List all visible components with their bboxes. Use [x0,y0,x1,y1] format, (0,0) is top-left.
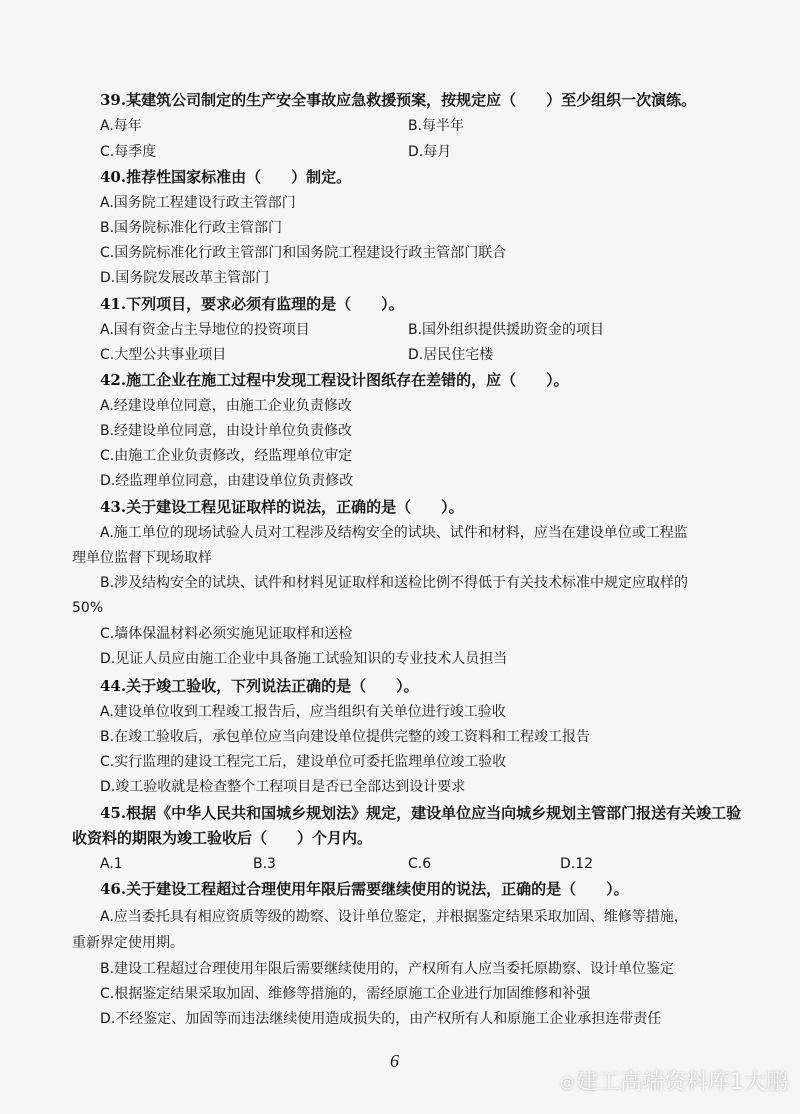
watermark-prefix: @ [560,1075,574,1091]
question-40-option-c: C.国务院标准化行政主管部门和国务院工程建设行政主管部门联合 [100,245,507,261]
question-46-option-d: D.不经鉴定、加固等而违法继续使用造成损失的，由产权所有人和原施工企业承担连带责任 [100,1011,662,1027]
question-43-option-b-line-1: B.涉及结构安全的试块、试件和材料见证取样和送检比例不得低于有关技术标准中规定应取样的 [100,575,689,591]
question-44: 44.关于竣工验收，下列说法正确的是（ ）。 [100,677,419,695]
question-42-option-d: D.经监理单位同意，由建设单位负责修改 [100,473,354,489]
question-42: 42.施工企业在施工过程中发现工程设计图纸存在差错的，应（ ）。 [100,371,569,389]
question-43-option-b-line-2: 50% [72,600,104,616]
question-42-option-a: A.经建设单位同意，由施工企业负责修改 [100,398,352,414]
watermark-text: 建工高端资料库1大鹏 [576,1070,788,1095]
question-41-option-d: D.居民住宅楼 [408,347,494,363]
question-46-option-a-line-1: A.应当委托具有相应资质等级的勘察、设计单位鉴定，并根据鉴定结果采取加固、维修等措施， [100,909,688,925]
question-45-line-2: 收资料的期限为竣工验收后（ ）个月内。 [72,829,373,847]
question-45-line-1: 45.根据《中华人民共和国城乡规划法》规定，建设单位应当向城乡规划主管部门报送有关竣工验 [100,804,742,822]
question-40: 40.推荐性国家标准由（ ）制定。 [100,168,352,186]
question-40-option-a: A.国务院工程建设行政主管部门 [100,195,296,211]
question-43-option-c: C.墙体保温材料必须实施见证取样和送检 [100,626,353,642]
question-46: 46.关于建设工程超过合理使用年限后需要继续使用的说法，正确的是（ ）。 [100,880,629,898]
question-46-option-b: B.建设工程超过合理使用年限后需要继续使用的，产权所有人应当委托原勘察、设计单位鉴定 [100,961,675,977]
question-43: 43.关于建设工程见证取样的说法，正确的是（ ）。 [100,498,464,516]
question-46-option-c: C.根据鉴定结果采取加固、维修等措施的，需经原施工企业进行加固维修和补强 [100,986,591,1002]
watermark [560,1065,788,1096]
question-39-option-a: A.每年 [100,118,142,134]
question-42-option-b: B.经建设单位同意，由设计单位负责修改 [100,423,353,439]
question-46-option-a-line-2: 重新界定使用期。 [72,935,184,951]
question-43-option-a-line-2: 理单位监督下现场取样 [72,550,212,566]
question-40-option-d: D.国务院发展改革主管部门 [100,270,270,286]
question-39-option-b: B.每半年 [408,118,465,134]
question-41-option-a: A.国有资金占主导地位的投资项目 [100,322,310,338]
question-42-option-c: C.由施工企业负责修改，经监理单位审定 [100,448,353,464]
question-39-option-d: D.每月 [408,144,452,160]
question-41-option-c: C.大型公共事业项目 [100,347,227,363]
question-39-option-c: C.每季度 [100,144,157,160]
question-41-option-b: B.国外组织提供援助资金的项目 [408,322,605,338]
question-44-option-a: A.建设单位收到工程竣工报告后，应当组织有关单位进行竣工验收 [100,704,506,720]
question-43-option-d: D.见证人员应由施工企业中具备施工试验知识的专业技术人员担当 [100,651,508,667]
question-44-option-b: B.在竣工验收后，承包单位应当向建设单位提供完整的竣工资料和工程竣工报告 [100,729,591,745]
question-44-option-c: C.实行监理的建设工程完工后，建设单位可委托监理单位竣工验收 [100,754,507,770]
question-40-option-b: B.国务院标准化行政主管部门 [100,220,283,236]
question-45-option-a: A.1 [100,856,123,872]
question-45-option-b: B.3 [253,856,276,872]
question-45-option-c: C.6 [408,856,432,872]
page-number: 6 [390,1051,399,1071]
question-44-option-d: D.竣工验收就是检查整个工程项目是否已全部达到设计要求 [100,779,466,795]
question-39: 39.某建筑公司制定的生产安全事故应急救援预案，按规定应（ ）至少组织一次演练。 [100,91,697,109]
question-43-option-a-line-1: A.施工单位的现场试验人员对工程涉及结构安全的试块、试件和材料，应当在建设单位或工程监 [100,525,688,541]
question-45-option-d: D.12 [560,856,594,872]
question-41: 41.下列项目，要求必须有监理的是（ ）。 [100,295,404,313]
